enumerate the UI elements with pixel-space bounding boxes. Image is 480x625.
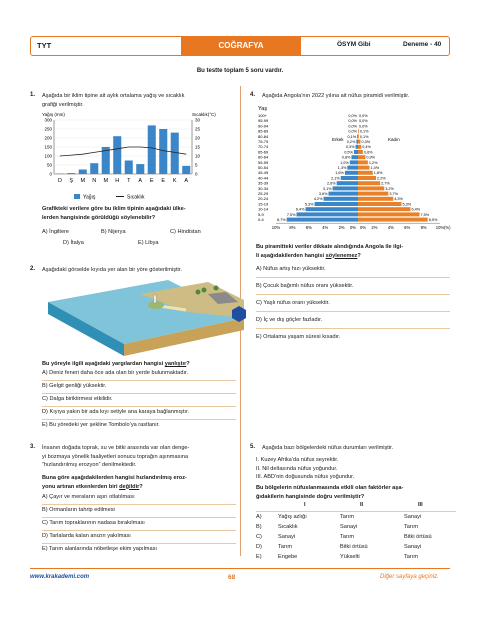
- table-header-2: II: [360, 502, 364, 508]
- legend-rain-label: Yağış: [83, 194, 96, 201]
- female-bar: [358, 171, 373, 175]
- q2-option-e[interactable]: E) Bu yöredeki yer şekline Tombolo’ya rastlanır.: [42, 422, 160, 428]
- chart-right-axis-title: Sıcaklık(°C): [192, 112, 216, 117]
- female-value-label: 6,4%: [411, 207, 421, 212]
- option-divider: [42, 543, 236, 544]
- row-b-col1: Sıcaklık: [278, 524, 298, 530]
- pyramid-x-tick-label: 8%: [420, 225, 427, 231]
- month-label: N: [92, 178, 97, 184]
- male-bar: [287, 218, 358, 222]
- climate-legend: [74, 194, 145, 201]
- age-group-label: 30-34: [258, 185, 269, 191]
- age-group-label: 10-14: [258, 206, 269, 212]
- male-bar: [306, 207, 358, 211]
- age-group-label: 40-44: [258, 175, 269, 181]
- female-bar: [358, 134, 359, 138]
- q2-option-b[interactable]: B) Gelgit genliği yüksektir.: [42, 383, 107, 389]
- month-label: M: [80, 178, 86, 184]
- age-group-label: 85-89: [258, 128, 269, 134]
- q3-option-b[interactable]: B) Ormanların tahrip edilmesi: [42, 507, 115, 513]
- female-bar: [358, 145, 361, 149]
- right-tick-label: 10: [195, 153, 201, 159]
- q4-prompt-text: li aşağıdakilerden hangisi: [256, 252, 326, 259]
- female-bar: [358, 207, 410, 211]
- option-divider: [256, 328, 450, 329]
- male-value-label: 1,3%: [337, 166, 347, 170]
- q4-option-d[interactable]: D) İç ve dış göçler fazladır.: [256, 317, 323, 323]
- female-bar: [358, 181, 380, 185]
- row-d-col3: Sanayi: [404, 544, 422, 550]
- q3-prompt-line1: Buna göre aşağıdakilerden hangisi hızlandırılmış eroz-: [42, 475, 187, 481]
- option-divider: [42, 504, 236, 505]
- male-value-label: 0,0%: [348, 129, 357, 134]
- age-group-label: 15-19: [258, 201, 269, 207]
- q1-number: 1.: [30, 92, 36, 98]
- option-divider: [42, 419, 236, 420]
- pyramid-x-tick-label: 4%: [387, 225, 394, 231]
- pyramid-x-tick-label: 0%: [349, 225, 357, 231]
- male-bar: [328, 192, 358, 196]
- next-page-note: Diğer sayfaya geçiniz.: [380, 574, 439, 580]
- age-group-label: 95-99: [258, 118, 269, 124]
- right-tick-label: 25: [195, 126, 201, 132]
- tree-icon: [202, 288, 207, 293]
- q2-prompt-text: Bu yöreyle ilgili aşağıdaki yargılardan hangisi: [42, 361, 165, 367]
- female-value-label: 0,9%: [366, 155, 376, 160]
- q4-text: Aşağıda Angola’nın 2022 yılına ait nüfus piramidi verilmiştir.: [262, 93, 410, 99]
- option-divider: [42, 380, 236, 381]
- q4-number: 4.: [250, 92, 256, 98]
- male-bar: [350, 160, 358, 164]
- right-tick-label: 15: [195, 144, 201, 150]
- exam-type-label: TYT: [37, 41, 52, 50]
- male-value-label: 1,0%: [340, 160, 349, 165]
- male-value-label: 4,2%: [313, 197, 323, 202]
- rain-bar: [171, 133, 179, 174]
- row-a-letter[interactable]: A): [256, 514, 262, 520]
- q3-text-line1: İnsanın doğada toprak, su ve bitki arasında var olan denge-: [42, 445, 190, 451]
- male-bar: [315, 202, 358, 206]
- age-group-label: 50-54: [258, 165, 269, 170]
- female-value-label: 0,1%: [359, 134, 369, 139]
- male-value-label: 0,2%: [346, 140, 356, 144]
- row-d-letter[interactable]: D): [256, 544, 262, 550]
- option-divider: [42, 393, 236, 394]
- population-pyramid: [256, 103, 452, 239]
- q3-text: [42, 444, 242, 470]
- female-value-label: 4,3%: [394, 197, 403, 202]
- q4-prompt-emphasis: söylenemez: [325, 252, 358, 259]
- legend-temp-label: Sıcaklık: [127, 194, 145, 201]
- q1-option-c[interactable]: C) Hindistan: [170, 229, 201, 235]
- male-bar: [341, 176, 358, 180]
- female-value-label: 0,3%: [361, 140, 371, 144]
- q1-prompt-line1: Grafikteki verilere göre bu iklim tipinin aşağıdaki ülke-: [42, 206, 186, 212]
- q3-text-line3: “hızlandırılmış erozyon” denilmektedir.: [42, 462, 137, 468]
- rain-bar: [125, 161, 133, 175]
- female-bar: [358, 192, 388, 196]
- male-value-label: 7,5%: [286, 212, 296, 217]
- q5-answer-table: [256, 502, 456, 562]
- female-bar: [358, 166, 369, 170]
- female-value-label: 0,0%: [359, 124, 368, 129]
- male-value-label: 3,6%: [318, 192, 328, 196]
- left-tick-label: 250: [44, 126, 52, 132]
- male-bar: [345, 171, 358, 175]
- male-bar: [347, 166, 358, 170]
- footer-website-link[interactable]: www.krakademi.com: [30, 574, 90, 580]
- month-label: A: [184, 178, 189, 184]
- female-bar: [358, 176, 376, 180]
- q2-option-d[interactable]: D) Kıyıya yakın bir ada kıyı setiyle ana karaya bağlanmıştır.: [42, 409, 190, 415]
- female-bar: [358, 155, 365, 159]
- female-bar: [358, 186, 384, 190]
- female-bar: [358, 150, 363, 154]
- q2-number: 2.: [30, 266, 36, 272]
- footer-divider: [30, 568, 450, 569]
- row-e-col2: Yükselti: [340, 554, 360, 560]
- right-tick-label: 20: [195, 135, 201, 141]
- month-label: M: [103, 178, 109, 184]
- q1-text-line2: grafiği verilmiştir.: [42, 101, 84, 108]
- female-bar: [358, 212, 420, 216]
- left-tick-label: 50: [46, 162, 52, 168]
- climate-chart: [40, 110, 235, 202]
- q4-prompt-mark: ?: [357, 252, 361, 259]
- age-group-label: 65-69: [258, 149, 269, 155]
- female-bar: [358, 140, 360, 144]
- exam-number-label: Deneme - 40: [403, 41, 442, 48]
- rain-bar: [182, 166, 190, 174]
- female-value-label: 0,1%: [359, 129, 369, 134]
- male-value-label: 0,0%: [348, 119, 357, 124]
- q3-prompt: [42, 474, 242, 491]
- q5-prompt-line1: Bu bölgelerin nüfuslanmasında etkili olan faktörler aşa-: [256, 485, 404, 491]
- age-group-label: 80-84: [258, 133, 269, 139]
- q4-option-b[interactable]: B) Çocuk bağımlı nüfus oranı yüksektir.: [256, 283, 354, 289]
- option-divider: [256, 294, 450, 295]
- month-label: A: [138, 178, 143, 184]
- q5-prompt-line2: ğıdakilerin hangisinde doğru verilmiştir?: [256, 493, 365, 500]
- male-bar: [354, 150, 358, 154]
- row-c-letter[interactable]: C): [256, 534, 262, 540]
- left-tick-label: 100: [44, 153, 52, 159]
- legend-rain-swatch: [74, 194, 80, 199]
- row-e-col1: Engebe: [278, 554, 298, 560]
- q4-option-c[interactable]: C) Yaşlı nüfus oranı yüksektir.: [256, 300, 330, 306]
- pyramid-x-tick-label: 10%: [435, 225, 445, 231]
- page-header: [30, 36, 450, 56]
- exam-style-label: ÖSYM Gibi: [337, 41, 371, 48]
- q1-option-e[interactable]: E) Libya: [138, 240, 159, 246]
- male-value-label: 2,6%: [327, 181, 336, 186]
- female-value-label: 2,2%: [377, 176, 386, 181]
- q1-text-line1: Aşağıda bir iklim tipine ait aylık ortalama yağış ve sıcaklık: [42, 93, 185, 99]
- q3-prompt-text: yonu artıran etkenlerden biri: [42, 483, 120, 490]
- q3-option-c[interactable]: C) Tarım topraklarının nadasa bırakılması: [42, 520, 145, 526]
- q2-prompt: [42, 360, 242, 369]
- female-value-label: 1,4%: [370, 166, 380, 170]
- q1-option-a[interactable]: A) İngiltere: [42, 229, 70, 235]
- row-d-col2: Bitki örtüsü: [340, 544, 368, 550]
- age-group-label: 70-74: [258, 144, 269, 150]
- row-e-col3: Tarım: [404, 554, 418, 560]
- row-e-letter[interactable]: E): [256, 554, 262, 560]
- female-value-label: 0,0%: [359, 114, 368, 118]
- male-value-label: 0,3%: [345, 145, 355, 150]
- month-label: T: [127, 178, 131, 184]
- age-group-label: 45-49: [258, 170, 269, 176]
- q3-prompt-line2: [42, 483, 242, 492]
- q3-prompt-mark: ?: [139, 483, 143, 490]
- rain-bar: [159, 129, 167, 174]
- q5-prompt: [256, 484, 456, 501]
- row-d-col1: Tarım: [278, 544, 292, 550]
- male-value-label: 2,1%: [331, 176, 340, 181]
- q3-option-a[interactable]: A) Çayır ve meraların aşırı otlatılması: [42, 494, 135, 500]
- pyramid-female-label: Kadın: [388, 137, 400, 142]
- tree-icon: [214, 286, 219, 291]
- female-value-label: 0,0%: [359, 119, 368, 124]
- rain-bar: [67, 173, 75, 174]
- female-bar: [358, 129, 359, 133]
- left-tick-label: 0: [49, 171, 52, 177]
- q3-prompt-emphasis: değildir: [119, 483, 140, 490]
- q2-prompt-emphasis: yanlıştır: [164, 361, 187, 367]
- male-bar: [297, 212, 359, 216]
- male-value-label: 0,8%: [341, 155, 351, 160]
- coastal-landform-illustration: [48, 278, 244, 356]
- age-group-label: 20-24: [258, 196, 269, 202]
- male-bar: [324, 197, 358, 201]
- female-value-label: 1,8%: [373, 171, 383, 176]
- q2-text: Aşağıdaki görselde kıyıda yer alan bir yöre gösterilmiştir.: [42, 267, 182, 273]
- chart-left-axis-title: Yağış (mm): [42, 112, 65, 117]
- test-note: Bu testte toplam 5 soru vardır.: [196, 68, 284, 74]
- right-tick-label: 0: [195, 171, 198, 177]
- pyramid-male-label: Erkek: [332, 137, 344, 142]
- age-group-label: 35-39: [258, 180, 269, 186]
- female-value-label: 5,3%: [402, 202, 412, 207]
- age-group-label: 55-59: [258, 159, 269, 165]
- q1-option-d[interactable]: D) İtalya: [63, 240, 84, 246]
- row-c-col1: Sanayi: [278, 534, 296, 540]
- q5-item-3: III. ABD’nin doğusunda nüfus yoğundur.: [256, 474, 355, 480]
- age-group-label: 25-29: [258, 191, 269, 196]
- option-divider: [42, 406, 236, 407]
- pyramid-x-tick-label: 10%: [271, 225, 281, 231]
- female-value-label: 7,5%: [420, 212, 430, 217]
- male-bar: [356, 140, 358, 144]
- age-group-label: 100+: [258, 113, 268, 118]
- option-divider: [42, 517, 236, 518]
- female-value-label: 0,6%: [363, 150, 373, 155]
- table-divider: [256, 511, 456, 512]
- q5-item-1: I. Kuzey Afrika’da nüfus seyrektir.: [256, 457, 339, 463]
- right-tick-label: 5: [195, 162, 198, 168]
- month-label: E: [161, 178, 166, 184]
- pyramid-x-tick-label: 6%: [305, 225, 312, 231]
- left-tick-label: 200: [44, 135, 52, 141]
- pyramid-x-tick-label: 8%: [289, 225, 296, 231]
- rain-bar: [148, 125, 156, 174]
- q4-prompt: [256, 243, 456, 260]
- page-number: 68: [228, 574, 236, 581]
- table-header-1: I: [304, 502, 306, 508]
- q5-number: 5.: [250, 444, 256, 450]
- row-b-col2: Sanayi: [340, 524, 358, 530]
- male-bar: [356, 145, 358, 149]
- female-bar: [358, 160, 368, 164]
- rain-bar: [79, 170, 87, 175]
- row-a-col1: Yağış azlığı: [278, 514, 307, 520]
- q5-item-2: II. Nil deltasında nüfus yoğundur.: [256, 465, 338, 472]
- month-label: H: [115, 178, 120, 184]
- lighthouse-icon: [154, 295, 156, 303]
- age-group-label: 0-4: [258, 217, 264, 222]
- q3-option-d[interactable]: D) Tarlalarda kalan anızın yakılması: [42, 533, 131, 539]
- female-value-label: 2,7%: [381, 181, 390, 186]
- male-bar: [351, 155, 358, 159]
- male-bar: [333, 186, 358, 190]
- q2-option-a[interactable]: A) Deniz feneri daha öce ada olan bir yerde bulunmaktadır.: [42, 370, 189, 376]
- option-divider: [42, 530, 236, 531]
- female-value-label: 8,5%: [428, 218, 438, 222]
- female-value-label: 0,4%: [362, 145, 371, 150]
- female-bar: [358, 197, 393, 201]
- pyramid-age-axis-title: Yaş: [258, 106, 268, 112]
- male-value-label: 8,7%: [277, 218, 286, 222]
- male-value-label: 3,1%: [322, 186, 332, 191]
- month-label: Ş: [69, 178, 74, 184]
- table-header-3: III: [418, 502, 423, 508]
- q1-option-b[interactable]: B) Nijerya: [101, 229, 126, 235]
- female-value-label: 3,2%: [385, 186, 394, 191]
- row-b-letter[interactable]: B): [256, 524, 262, 530]
- row-a-col2: Tarım: [340, 514, 354, 520]
- female-bar: [358, 202, 401, 206]
- q4-option-e[interactable]: E) Ortalama yaşam süresi kısadır.: [256, 334, 341, 340]
- age-group-label: 60-64: [258, 154, 269, 160]
- rain-bar: [136, 164, 144, 174]
- female-value-label: 3,7%: [389, 192, 398, 196]
- q3-number: 3.: [30, 444, 36, 450]
- left-tick-label: 150: [44, 144, 52, 150]
- q3-text-line2: yi bozmaya yönelik faaliyetleri sonucu toprağın aşınmasına: [42, 453, 189, 460]
- q4-prompt-line2: [256, 252, 456, 261]
- female-value-label: 1,2%: [368, 160, 378, 165]
- male-value-label: 0,1%: [347, 134, 357, 139]
- male-bar: [337, 181, 358, 185]
- q1-prompt-line2: lerden hangisinde görüldüğü söylenebilir?: [42, 214, 156, 221]
- male-value-label: 5,3%: [304, 202, 314, 207]
- pyramid-x-tick-label: 0%: [359, 225, 367, 231]
- q4-prompt-line1: Bu piramitteki veriler dikkate alındığında Angola ile ilgi-: [256, 244, 404, 250]
- age-group-label: 5-9: [258, 211, 264, 217]
- q2-option-c[interactable]: C) Dalga biriktirmesi etkilidir.: [42, 396, 113, 402]
- q1-prompt: [42, 205, 237, 222]
- option-divider: [256, 311, 450, 312]
- month-label: K: [172, 178, 177, 184]
- pyramid-x-tick-label: 2%: [371, 225, 378, 231]
- male-value-label: 0,0%: [348, 114, 357, 118]
- female-bar: [358, 218, 428, 222]
- month-label: O: [57, 178, 62, 184]
- male-bar: [357, 134, 358, 138]
- subject-title: COĞRAFYA: [181, 37, 301, 55]
- left-tick-label: 300: [44, 117, 52, 123]
- q3-option-e[interactable]: E) Tarım alanlarında nöbetleşe ekim yapılması: [42, 546, 157, 552]
- q1-text: [42, 92, 232, 109]
- q5-text: Aşağıda bazı bölgelerdeki nüfus durumları verilmiştir.: [262, 445, 394, 451]
- age-group-label: 90-94: [258, 123, 269, 129]
- pyramid-x-tick-label: 6%: [404, 225, 411, 231]
- male-value-label: 0,0%: [348, 124, 357, 129]
- pyramid-unit-label: (%): [444, 225, 451, 231]
- rain-bar: [90, 163, 98, 174]
- rain-bar: [113, 136, 121, 174]
- row-b-col3: Tarım: [404, 524, 418, 530]
- pyramid-x-tick-label: 4%: [322, 225, 329, 231]
- row-c-col3: Bitki örtüsü: [404, 534, 432, 540]
- option-divider: [256, 277, 450, 278]
- month-label: E: [149, 178, 154, 184]
- q4-option-a[interactable]: A) Nüfus artış hızı yüksektir.: [256, 266, 326, 272]
- q2-prompt-mark: ?: [186, 361, 190, 367]
- tree-icon: [196, 290, 201, 295]
- age-group-label: 75-79: [258, 139, 269, 144]
- q5-items: [256, 456, 456, 482]
- row-a-col3: Sanayi: [404, 514, 422, 520]
- male-value-label: 6,4%: [295, 207, 305, 212]
- male-value-label: 1,6%: [335, 171, 344, 176]
- male-value-label: 0,5%: [344, 150, 353, 155]
- row-c-col2: Tarım: [340, 534, 354, 540]
- right-tick-label: 30: [195, 117, 201, 123]
- pyramid-x-tick-label: 2%: [338, 225, 345, 231]
